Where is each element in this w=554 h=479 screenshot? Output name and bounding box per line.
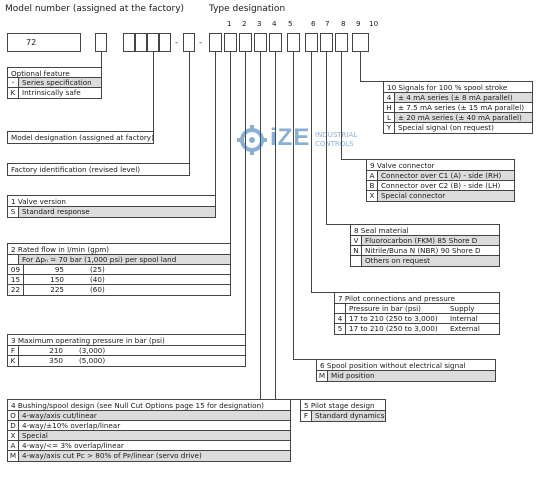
option-desc: ± 20 mA series (± 40 mA parallel)	[395, 113, 532, 122]
section-1-valve-version	[7, 195, 216, 218]
option-code: A	[8, 441, 19, 450]
option-desc: Others on request	[362, 256, 499, 266]
watermark-sub2: CONTROLS	[315, 140, 354, 148]
note-row	[8, 255, 230, 265]
option-code: 5	[335, 324, 346, 334]
option-desc: 4-way/axis cut Pᴄ > 80% of Pᴘ/linear (servo drive)	[19, 451, 290, 461]
watermark-brand: iZE	[270, 124, 311, 151]
position-4: 4	[272, 19, 277, 28]
position-6: 6	[311, 19, 316, 28]
code-box-5[interactable]	[269, 33, 282, 52]
option-code: 4	[384, 93, 395, 102]
option-code: B	[367, 181, 378, 190]
option-code: K	[8, 356, 19, 366]
pressure-bar: 210	[49, 346, 63, 355]
option-row[interactable]	[8, 207, 215, 217]
option-desc: Intrinsically safe	[22, 88, 81, 97]
position-3: 3	[257, 19, 262, 28]
option-row[interactable]	[335, 314, 499, 324]
factory-id-box	[7, 163, 190, 176]
code-box-optional[interactable]	[95, 33, 107, 52]
option-row[interactable]	[384, 123, 532, 133]
option-row[interactable]	[8, 285, 230, 295]
section-3-title: 3 Maximum operating pressure in bar (psi)	[8, 335, 245, 346]
section-5-pilot-stage	[300, 399, 386, 422]
section-2-rated-flow	[7, 243, 231, 296]
code-box-model-3[interactable]	[147, 33, 159, 52]
option-desc: Connector over C1 (A) - side (RH)	[378, 171, 514, 180]
option-desc: ± 7.5 mA series (± 15 mA parallel)	[398, 103, 525, 112]
option-desc: 4-way/axis cut/linear	[19, 411, 290, 420]
section-4-title: 4 Bushing/spool design (see Null Cut Options page 15 for designation)	[8, 400, 290, 411]
option-code: X	[367, 191, 378, 201]
option-code: A	[367, 171, 378, 180]
position-8: 8	[341, 19, 346, 28]
option-row[interactable]	[317, 371, 495, 381]
option-row[interactable]	[351, 246, 499, 256]
option-row[interactable]	[8, 411, 290, 421]
option-code: L	[384, 113, 395, 122]
option-row[interactable]	[335, 324, 499, 334]
pressure-psi: (3,000)	[79, 346, 106, 355]
code-box-8[interactable]	[320, 33, 333, 52]
code-box-model-4[interactable]	[159, 33, 171, 52]
option-row[interactable]	[367, 191, 514, 201]
option-row[interactable]	[8, 88, 101, 98]
flow-lpm: 225	[50, 285, 64, 294]
option-row[interactable]	[384, 93, 532, 103]
option-row[interactable]	[8, 265, 230, 275]
optional-feature-title: Optional feature	[7, 67, 102, 78]
option-code: 4	[335, 314, 346, 323]
option-desc: Fluorocarbon (FKM) 85 Shore D	[362, 236, 499, 245]
option-desc: Standard dynamics	[312, 411, 385, 421]
code-box-9[interactable]	[335, 33, 348, 52]
option-row[interactable]	[351, 256, 499, 266]
option-code: 15	[8, 275, 24, 284]
option-code: 09	[8, 265, 24, 274]
supply-header: Supply	[450, 304, 475, 313]
code-box-factory[interactable]	[183, 33, 195, 52]
watermark-logo	[237, 123, 377, 159]
code-box-2[interactable]	[224, 33, 237, 52]
option-code: 22	[8, 285, 24, 295]
section-3-max-pressure	[7, 334, 246, 367]
flow-note: For Δpₙ = 70 bar (1,000 psi) per spool land	[22, 255, 177, 264]
option-desc: Special	[19, 431, 290, 440]
type-designation-label: Type designation	[209, 4, 286, 14]
position-7: 7	[325, 19, 330, 28]
supply-type: External	[450, 324, 480, 333]
option-row[interactable]	[8, 78, 101, 88]
section-8-title: 8 Seal material	[351, 225, 499, 236]
option-row[interactable]	[8, 441, 290, 451]
option-code: X	[8, 431, 19, 440]
section-10-signals	[383, 81, 533, 134]
option-row[interactable]	[8, 275, 230, 285]
model-designation-label: Model designation (assigned at factory)	[11, 133, 154, 142]
section-5-title: 5 Pilot stage design	[301, 400, 385, 411]
pressure-range: 17 to 210 (250 to 3,000)	[349, 324, 438, 333]
section-7-title: 7 Pilot connections and pressure	[335, 293, 499, 304]
option-code	[351, 256, 362, 266]
code-box-7[interactable]	[305, 33, 318, 52]
section-1-title: 1 Valve version	[8, 196, 215, 207]
section-4-bushing-spool	[7, 399, 291, 462]
pressure-header: Pressure in bar (psi)	[349, 304, 421, 313]
flow-lpm: 150	[50, 275, 64, 284]
option-desc: ± 4 mA series (± 8 mA parallel)	[395, 93, 532, 102]
option-desc: Nitrile/Buna N (NBR) 90 Shore D	[365, 246, 481, 255]
code-box-4[interactable]	[254, 33, 267, 52]
dash-2: -	[199, 38, 202, 47]
option-row[interactable]	[351, 236, 499, 246]
option-code: -	[8, 78, 19, 87]
flow-gpm: (40)	[90, 275, 105, 284]
model-designation-box	[7, 131, 154, 144]
option-code: O	[8, 411, 19, 420]
section-8-seal-material	[350, 224, 500, 267]
option-row[interactable]	[384, 113, 532, 123]
position-10: 10	[369, 19, 379, 28]
pressure-psi: (5,000)	[79, 356, 106, 365]
option-code: D	[8, 421, 19, 430]
option-row[interactable]	[301, 411, 385, 421]
option-row[interactable]	[8, 431, 290, 441]
option-row[interactable]	[8, 451, 290, 461]
section-9-valve-connector	[366, 159, 515, 202]
option-code: M	[8, 451, 19, 461]
option-code: S	[8, 207, 19, 217]
watermark-sub1: INDUSTRIAL	[315, 131, 358, 139]
code-box-6[interactable]	[287, 33, 300, 52]
code-box-model-1[interactable]	[123, 33, 135, 52]
option-desc: Special signal (on request)	[398, 123, 494, 132]
header-row	[335, 304, 499, 314]
factory-id-label: Factory identification (revised level)	[11, 165, 141, 174]
section-10-title: 10 Signals for 100 % spool stroke	[384, 82, 532, 93]
option-code: N	[351, 246, 362, 255]
option-desc: Special connector	[378, 191, 514, 201]
code-box-10[interactable]	[352, 33, 369, 52]
code-box-3[interactable]	[239, 33, 252, 52]
position-9: 9	[356, 19, 361, 28]
option-desc: Mid position	[328, 371, 495, 381]
section-6-title: 6 Spool position without electrical signal	[317, 360, 495, 371]
supply-type: Internal	[450, 314, 478, 323]
code-box-model-2[interactable]	[135, 33, 147, 52]
gear-logo-icon	[237, 125, 267, 155]
option-row[interactable]	[367, 171, 514, 181]
option-row[interactable]	[367, 181, 514, 191]
section-2-title: 2 Rated flow in l/min (gpm)	[8, 244, 230, 255]
option-code: F	[301, 411, 312, 421]
option-code: M	[317, 371, 328, 381]
flow-lpm: 95	[54, 265, 64, 274]
section-6-spool-position	[316, 359, 496, 382]
optional-feature-section	[7, 67, 102, 99]
dash-1: -	[175, 38, 178, 47]
pressure-bar: 350	[49, 356, 63, 365]
model-number-label: Model number (assigned at the factory)	[5, 4, 185, 14]
prefix-value: 72	[26, 38, 37, 47]
option-code: Y	[384, 123, 395, 133]
option-desc: 4-way/<= 3% overlap/linear	[22, 441, 124, 450]
position-2: 2	[242, 19, 247, 28]
option-desc: 4-way/±10% overlap/linear	[22, 421, 121, 430]
flow-gpm: (25)	[90, 265, 105, 274]
option-code: V	[351, 236, 362, 245]
option-code: H	[384, 103, 395, 112]
code-box-1[interactable]	[209, 33, 222, 52]
option-desc: Standard response	[19, 207, 215, 217]
option-code: K	[8, 88, 19, 98]
pressure-range: 17 to 210 (250 to 3,000)	[349, 314, 438, 323]
option-code: F	[8, 346, 19, 355]
option-row[interactable]	[384, 103, 532, 113]
section-9-title: 9 Valve connector	[367, 160, 514, 171]
option-row[interactable]	[8, 421, 290, 431]
option-desc: Connector over C2 (B) - side (LH)	[381, 181, 501, 190]
option-row[interactable]	[8, 356, 245, 366]
flow-gpm: (60)	[90, 285, 105, 294]
option-row[interactable]	[8, 346, 245, 356]
position-5: 5	[288, 19, 293, 28]
position-1: 1	[227, 19, 232, 28]
prefix-box[interactable]	[7, 33, 81, 52]
option-desc: Series specification	[19, 78, 101, 87]
section-7-pilot-connections	[334, 292, 500, 335]
